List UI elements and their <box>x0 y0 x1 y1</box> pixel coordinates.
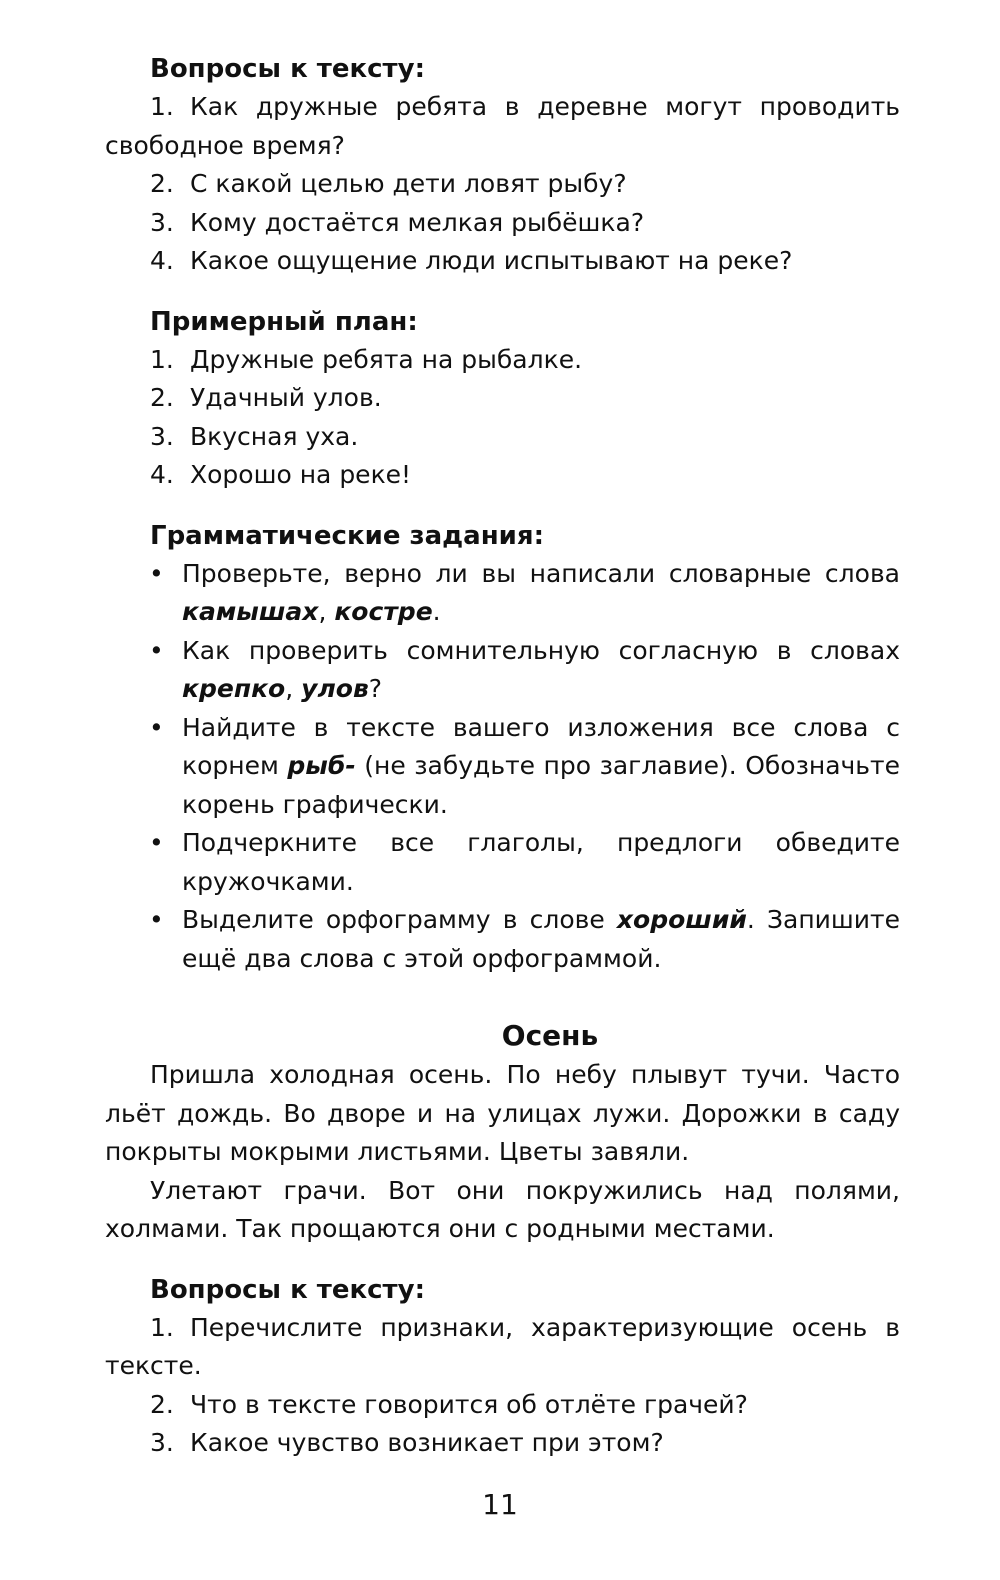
item-number: 3. <box>150 421 174 451</box>
item-number: 4. <box>150 246 174 275</box>
plan-item <box>105 341 900 380</box>
story-paragraph: Улетают грачи. Вот они покружились над полями, холмами. Так прощаются они с родными местами. <box>105 1175 900 1243</box>
plan-item <box>105 379 900 418</box>
question-item <box>105 88 900 165</box>
item-text: Вкусная уха. <box>190 421 359 451</box>
grammar-task <box>105 555 900 632</box>
grammar-task <box>105 824 900 901</box>
item-text: Дружные ребята на рыбалке. <box>190 344 583 374</box>
question-item <box>105 242 900 281</box>
plan-heading: Примерный план: <box>150 306 418 337</box>
highlighted-word: хороший <box>616 905 747 934</box>
task-text: , <box>318 597 335 626</box>
item-number: 2. <box>150 1389 174 1419</box>
item-text: Что в тексте говорится об отлёте грачей? <box>190 1389 748 1419</box>
task-text: , <box>285 674 302 703</box>
item-text: Хорошо на реке! <box>190 460 412 489</box>
highlighted-word: улов <box>301 674 369 703</box>
item-text: Кому достаётся мелкая рыбёшка? <box>190 207 645 237</box>
item-number: 1. <box>150 1312 174 1342</box>
grammar-list <box>105 555 900 979</box>
task-text: Выделите орфограмму в слове <box>182 905 617 934</box>
task-text: (не забудьте про заглавие). Обозначьте корень графически. <box>182 751 900 819</box>
item-text: Как дружные ребята в деревне могут проводить свободное время? <box>105 92 900 160</box>
question-item <box>105 204 900 243</box>
item-number: 2. <box>150 169 174 198</box>
page-number: 11 <box>482 1488 518 1521</box>
grammar-heading: Грамматические задания: <box>150 520 544 551</box>
grammar-task <box>105 901 900 978</box>
task-text: Найдите в тексте вашего изложения все слова с корнем <box>182 712 900 780</box>
item-number: 3. <box>150 207 174 237</box>
dictionary-word: камышах <box>182 597 319 626</box>
item-text: С какой целью дети ловят рыбу? <box>190 169 627 198</box>
dictionary-word: костре <box>334 597 433 626</box>
item-number: 3. <box>150 1428 174 1457</box>
highlighted-word: крепко <box>182 674 286 703</box>
item-text: Удачный улов. <box>190 383 382 412</box>
story-paragraph: Пришла холодная осень. По небу плывут тучи. Часто льёт дождь. Во дворе и на улицах лужи. Дорожки в саду покрыты мокрыми листьями. Цветы завяли. <box>105 1060 900 1166</box>
item-number: 1. <box>150 344 174 374</box>
plan-item <box>105 418 900 457</box>
story-title: Осень <box>501 1019 599 1052</box>
task-text: Проверьте, верно ли вы написали словарные слова <box>182 558 900 588</box>
highlighted-word: рыб- <box>287 751 356 780</box>
bullet-icon: • <box>149 635 164 665</box>
questions-heading: Вопросы к тексту: <box>150 1274 425 1305</box>
item-number: 4. <box>150 460 174 489</box>
grammar-task <box>105 709 900 825</box>
questions-heading: Вопросы к тексту: <box>150 54 425 84</box>
task-text: Подчеркните все глаголы, предлоги обведите кружочками. <box>182 828 900 896</box>
item-number: 1. <box>150 92 174 121</box>
task-text: . Запишите ещё два слова с этой орфограммой. <box>182 905 900 973</box>
plan-list <box>105 341 900 495</box>
item-text: Какое чувство возникает при этом? <box>190 1428 664 1457</box>
plan-item <box>105 456 900 495</box>
item-number: 2. <box>150 383 174 412</box>
question-item <box>105 1309 900 1386</box>
grammar-task <box>105 632 900 709</box>
bullet-icon: • <box>149 905 164 934</box>
question-item <box>105 1424 900 1463</box>
questions-list <box>105 1309 900 1463</box>
bullet-icon: • <box>149 558 164 588</box>
task-text: Как проверить сомнительную согласную в словах <box>182 635 900 665</box>
task-text: . <box>432 597 441 626</box>
item-text: Какое ощущение люди испытывают на реке? <box>190 246 793 275</box>
bullet-icon: • <box>149 712 164 742</box>
questions-list <box>105 88 900 281</box>
question-item <box>105 1386 900 1425</box>
bullet-icon: • <box>149 828 164 857</box>
item-text: Перечислите признаки, характеризующие осень в тексте. <box>105 1312 900 1380</box>
question-item <box>105 165 900 204</box>
task-text: ? <box>368 674 383 703</box>
